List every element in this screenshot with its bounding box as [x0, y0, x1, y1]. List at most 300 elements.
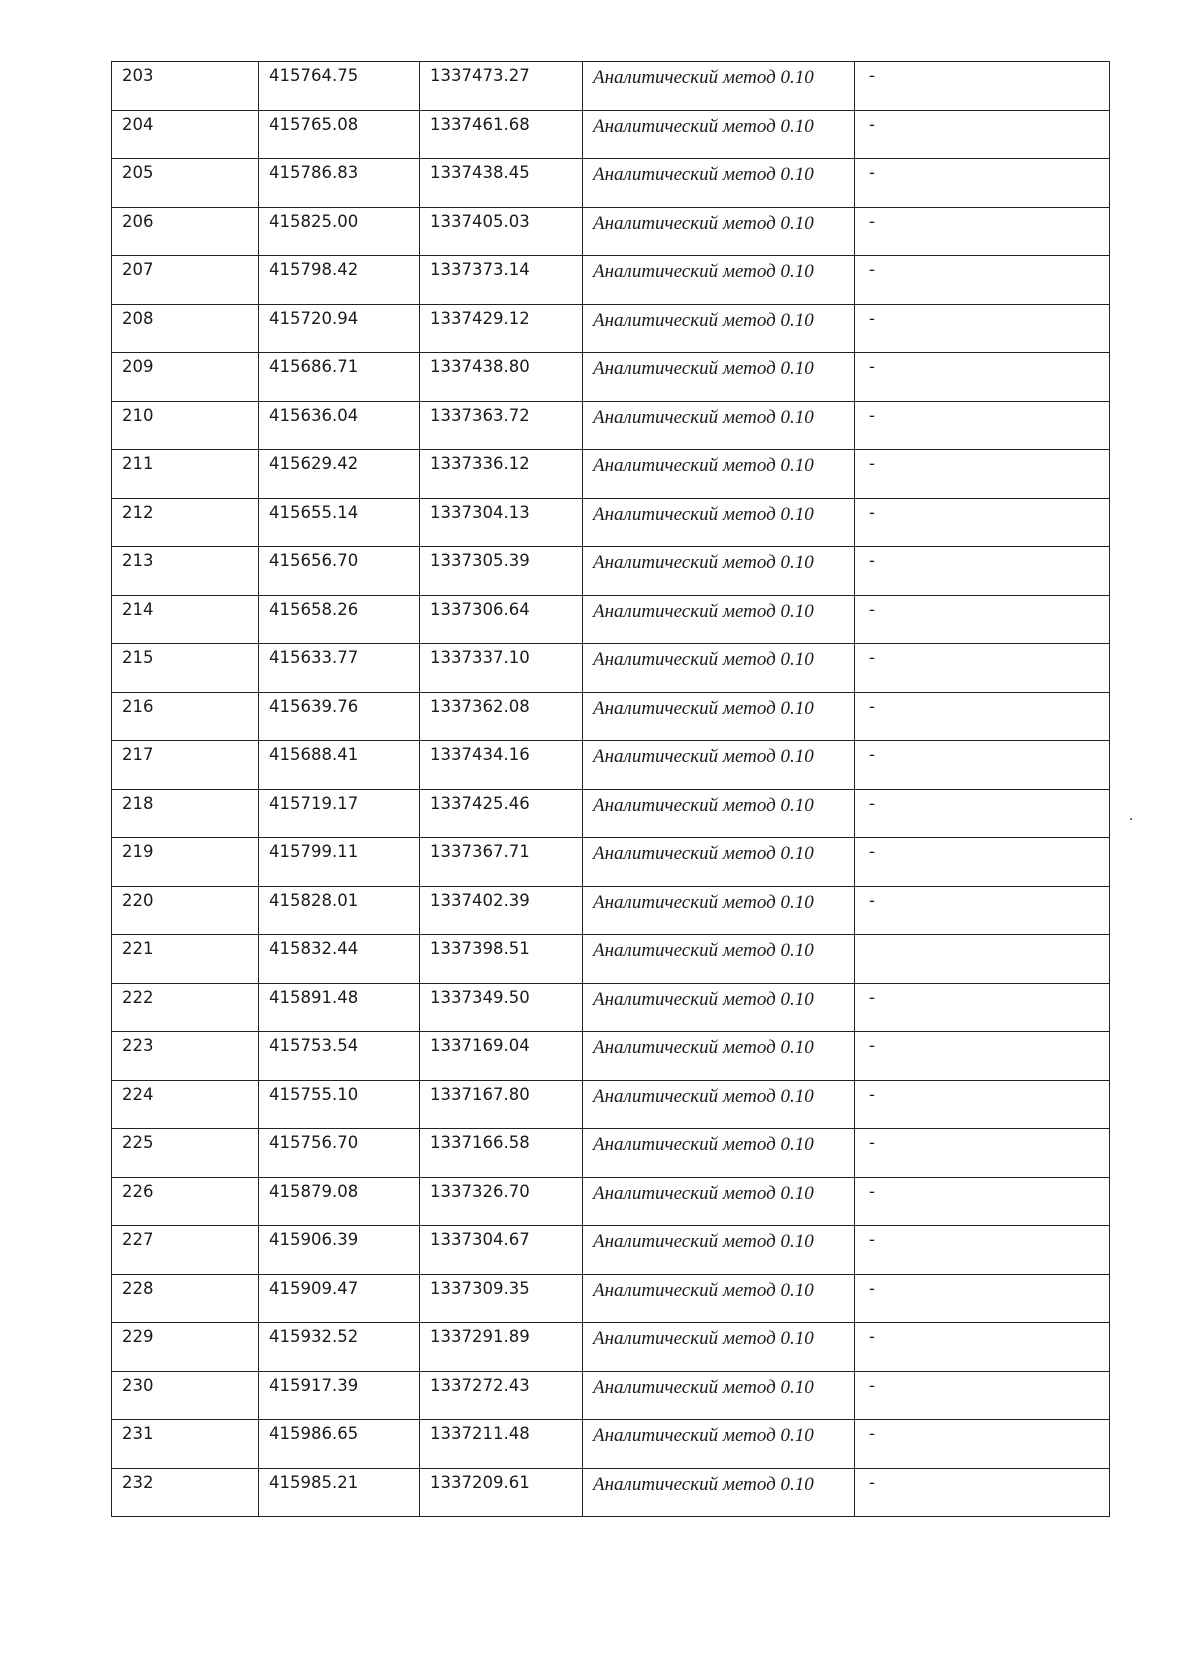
error-cell-text: -	[869, 308, 875, 328]
y-coordinate-cell-text: 1337398.51	[430, 939, 530, 958]
x-coordinate-cell	[259, 1371, 420, 1420]
x-coordinate-cell	[259, 886, 420, 935]
point-number-cell-text: 207	[122, 260, 154, 279]
x-coordinate-cell	[259, 1226, 420, 1275]
x-coordinate-cell	[259, 1468, 420, 1517]
y-coordinate-cell-text: 1337167.80	[430, 1084, 530, 1104]
method-cell	[583, 401, 855, 450]
y-coordinate-cell-text: 1337209.61	[430, 1472, 530, 1492]
method-cell	[583, 110, 855, 159]
point-number-cell	[112, 1226, 259, 1275]
point-number-cell-text: 227	[122, 1230, 154, 1249]
method-cell	[583, 1032, 855, 1081]
method-cell	[583, 935, 855, 984]
x-coordinate-cell	[259, 1129, 420, 1178]
coordinates-table	[111, 61, 1110, 1517]
point-number-cell-text: 214	[122, 599, 154, 619]
error-cell-text: -	[869, 987, 875, 1007]
table-row	[112, 353, 1110, 402]
method-cell-text: Аналитический метод 0.10	[593, 261, 814, 282]
method-cell-text: Аналитический метод 0.10	[593, 600, 814, 622]
point-number-cell-text: 204	[122, 114, 154, 134]
method-cell	[583, 886, 855, 935]
point-number-cell-text: 209	[122, 357, 154, 376]
table-row	[112, 62, 1110, 111]
table-row	[112, 401, 1110, 450]
table-row	[112, 1080, 1110, 1129]
point-number-cell	[112, 256, 259, 305]
point-number-cell-text: 208	[122, 308, 154, 328]
table-row	[112, 935, 1110, 984]
x-coordinate-cell	[259, 692, 420, 741]
error-cell	[855, 1274, 1110, 1323]
point-number-cell	[112, 789, 259, 838]
point-number-cell	[112, 935, 259, 984]
method-cell-text: Аналитический метод 0.10	[593, 988, 814, 1010]
error-cell	[855, 789, 1110, 838]
error-cell	[855, 1420, 1110, 1469]
error-cell-text: -	[869, 1424, 875, 1443]
method-cell	[583, 1371, 855, 1420]
point-number-cell	[112, 741, 259, 790]
x-coordinate-cell	[259, 1420, 420, 1469]
point-number-cell	[112, 304, 259, 353]
y-coordinate-cell-text: 1337425.46	[430, 793, 530, 813]
y-coordinate-cell-text: 1337405.03	[430, 211, 530, 231]
x-coordinate-cell	[259, 304, 420, 353]
x-coordinate-cell-text: 415985.21	[269, 1472, 359, 1492]
point-number-cell	[112, 207, 259, 256]
x-coordinate-cell	[259, 207, 420, 256]
x-coordinate-cell-text: 415756.70	[269, 1133, 359, 1152]
error-cell-text: -	[869, 648, 875, 667]
x-coordinate-cell	[259, 1177, 420, 1226]
method-cell-text: Аналитический метод 0.10	[593, 940, 814, 961]
x-coordinate-cell	[259, 983, 420, 1032]
method-cell	[583, 1177, 855, 1226]
error-cell-text	[865, 935, 1109, 941]
method-cell-text: Аналитический метод 0.10	[593, 697, 814, 719]
x-coordinate-cell	[259, 644, 420, 693]
x-coordinate-cell-text: 415636.04	[269, 405, 359, 425]
x-coordinate-cell	[259, 1274, 420, 1323]
error-cell	[855, 692, 1110, 741]
error-cell	[855, 741, 1110, 790]
x-coordinate-cell-text: 415688.41	[269, 745, 359, 764]
point-number-cell	[112, 1371, 259, 1420]
point-number-cell-text: 215	[122, 648, 154, 667]
error-cell-text: -	[869, 357, 875, 376]
point-number-cell-text: 232	[122, 1472, 154, 1492]
table-row	[112, 1323, 1110, 1372]
point-number-cell-text: 228	[122, 1278, 154, 1298]
point-number-cell-text: 229	[122, 1327, 154, 1346]
y-coordinate-cell	[420, 1420, 583, 1469]
table-row	[112, 692, 1110, 741]
method-cell	[583, 1274, 855, 1323]
y-coordinate-cell-text: 1337349.50	[430, 987, 530, 1007]
method-cell	[583, 498, 855, 547]
table-row	[112, 838, 1110, 887]
table-row	[112, 1468, 1110, 1517]
x-coordinate-cell	[259, 159, 420, 208]
y-coordinate-cell-text: 1337166.58	[430, 1133, 530, 1152]
table-row	[112, 159, 1110, 208]
point-number-cell	[112, 450, 259, 499]
x-coordinate-cell-text: 415753.54	[269, 1036, 359, 1055]
x-coordinate-cell-text: 415658.26	[269, 599, 359, 619]
y-coordinate-cell-text: 1337429.12	[430, 308, 530, 328]
y-coordinate-cell	[420, 886, 583, 935]
y-coordinate-cell-text: 1337291.89	[430, 1327, 530, 1346]
x-coordinate-cell	[259, 401, 420, 450]
point-number-cell-text: 221	[122, 939, 154, 958]
y-coordinate-cell	[420, 450, 583, 499]
x-coordinate-cell	[259, 1032, 420, 1081]
y-coordinate-cell	[420, 498, 583, 547]
point-number-cell-text: 203	[122, 66, 154, 85]
x-coordinate-cell	[259, 353, 420, 402]
table-row	[112, 1371, 1110, 1420]
x-coordinate-cell	[259, 741, 420, 790]
x-coordinate-cell-text: 415755.10	[269, 1084, 359, 1104]
point-number-cell-text: 211	[122, 454, 154, 473]
error-cell-text: -	[869, 745, 875, 764]
error-cell	[855, 62, 1110, 111]
x-coordinate-cell-text: 415917.39	[269, 1375, 359, 1395]
y-coordinate-cell	[420, 595, 583, 644]
x-coordinate-cell	[259, 547, 420, 596]
method-cell-text: Аналитический метод 0.10	[593, 1182, 814, 1204]
y-coordinate-cell-text: 1337326.70	[430, 1181, 530, 1201]
y-coordinate-cell	[420, 1371, 583, 1420]
error-cell-text: -	[869, 405, 875, 425]
y-coordinate-cell	[420, 1032, 583, 1081]
y-coordinate-cell-text: 1337473.27	[430, 66, 530, 85]
x-coordinate-cell-text: 415629.42	[269, 454, 359, 473]
error-cell	[855, 1323, 1110, 1372]
point-number-cell-text: 212	[122, 502, 154, 522]
point-number-cell	[112, 401, 259, 450]
x-coordinate-cell-text: 415828.01	[269, 890, 359, 910]
y-coordinate-cell-text: 1337211.48	[430, 1424, 530, 1443]
method-cell	[583, 62, 855, 111]
point-number-cell	[112, 1468, 259, 1517]
error-cell	[855, 1129, 1110, 1178]
error-cell-text: -	[869, 260, 875, 279]
error-cell	[855, 983, 1110, 1032]
point-number-cell-text: 226	[122, 1181, 154, 1201]
method-cell	[583, 789, 855, 838]
error-cell	[855, 207, 1110, 256]
method-cell-text: Аналитический метод 0.10	[593, 1425, 814, 1446]
y-coordinate-cell	[420, 1274, 583, 1323]
error-cell-text: -	[869, 1375, 875, 1395]
method-cell-text: Аналитический метод 0.10	[593, 164, 814, 185]
point-number-cell	[112, 983, 259, 1032]
method-cell-text: Аналитический метод 0.10	[593, 406, 814, 428]
method-cell	[583, 1323, 855, 1372]
error-cell-text: -	[869, 114, 875, 134]
y-coordinate-cell	[420, 207, 583, 256]
method-cell-text: Аналитический метод 0.10	[593, 1134, 814, 1155]
error-cell	[855, 886, 1110, 935]
point-number-cell	[112, 353, 259, 402]
error-cell-text: -	[869, 1327, 875, 1346]
table-row	[112, 1032, 1110, 1081]
y-coordinate-cell-text: 1337402.39	[430, 890, 530, 910]
method-cell-text: Аналитический метод 0.10	[593, 1279, 814, 1301]
point-number-cell	[112, 1323, 259, 1372]
y-coordinate-cell-text: 1337336.12	[430, 454, 530, 473]
y-coordinate-cell	[420, 644, 583, 693]
method-cell-text: Аналитический метод 0.10	[593, 212, 814, 234]
table-row	[112, 1226, 1110, 1275]
x-coordinate-cell-text: 415764.75	[269, 66, 359, 85]
error-cell-text: -	[869, 551, 875, 570]
y-coordinate-cell-text: 1337306.64	[430, 599, 530, 619]
y-coordinate-cell	[420, 838, 583, 887]
point-number-cell	[112, 159, 259, 208]
method-cell	[583, 207, 855, 256]
table-row	[112, 983, 1110, 1032]
y-coordinate-cell	[420, 110, 583, 159]
method-cell-text: Аналитический метод 0.10	[593, 115, 814, 137]
y-coordinate-cell-text: 1337337.10	[430, 648, 530, 667]
x-coordinate-cell	[259, 498, 420, 547]
table-row	[112, 256, 1110, 305]
point-number-cell	[112, 595, 259, 644]
method-cell	[583, 595, 855, 644]
method-cell-text: Аналитический метод 0.10	[593, 67, 814, 88]
table-row	[112, 110, 1110, 159]
point-number-cell-text: 205	[122, 163, 154, 182]
x-coordinate-cell-text: 415633.77	[269, 648, 359, 667]
point-number-cell-text: 230	[122, 1375, 154, 1395]
error-cell-text: -	[869, 1133, 875, 1152]
error-cell	[855, 304, 1110, 353]
y-coordinate-cell-text: 1337362.08	[430, 696, 530, 716]
y-coordinate-cell	[420, 1177, 583, 1226]
method-cell	[583, 692, 855, 741]
y-coordinate-cell	[420, 692, 583, 741]
table-body	[112, 62, 1110, 1517]
method-cell	[583, 644, 855, 693]
error-cell-text: -	[869, 163, 875, 182]
x-coordinate-cell	[259, 1080, 420, 1129]
point-number-cell	[112, 498, 259, 547]
error-cell	[855, 1468, 1110, 1517]
error-cell	[855, 1080, 1110, 1129]
error-cell-text: -	[869, 1230, 875, 1249]
method-cell	[583, 547, 855, 596]
point-number-cell-text: 231	[122, 1424, 154, 1443]
point-number-cell	[112, 1032, 259, 1081]
error-cell-text: -	[869, 1181, 875, 1201]
method-cell	[583, 1129, 855, 1178]
error-cell-text: -	[869, 66, 875, 85]
y-coordinate-cell-text: 1337272.43	[430, 1375, 530, 1395]
method-cell	[583, 304, 855, 353]
method-cell	[583, 1080, 855, 1129]
y-coordinate-cell-text: 1337169.04	[430, 1036, 530, 1055]
point-number-cell-text: 206	[122, 211, 154, 231]
y-coordinate-cell-text: 1337434.16	[430, 745, 530, 764]
point-number-cell	[112, 1420, 259, 1469]
y-coordinate-cell-text: 1337309.35	[430, 1278, 530, 1298]
error-cell-text: -	[869, 842, 875, 861]
x-coordinate-cell-text: 415891.48	[269, 987, 359, 1007]
error-cell	[855, 935, 1110, 984]
method-cell-text: Аналитический метод 0.10	[593, 455, 814, 476]
method-cell	[583, 1226, 855, 1275]
x-coordinate-cell-text: 415656.70	[269, 551, 359, 570]
error-cell	[855, 159, 1110, 208]
point-number-cell	[112, 1129, 259, 1178]
method-cell	[583, 838, 855, 887]
table-row	[112, 304, 1110, 353]
table-row	[112, 1177, 1110, 1226]
point-number-cell-text: 225	[122, 1133, 154, 1152]
error-cell	[855, 644, 1110, 693]
y-coordinate-cell	[420, 547, 583, 596]
point-number-cell	[112, 547, 259, 596]
method-cell	[583, 256, 855, 305]
error-cell	[855, 401, 1110, 450]
x-coordinate-cell-text: 415879.08	[269, 1181, 359, 1201]
method-cell	[583, 159, 855, 208]
method-cell-text: Аналитический метод 0.10	[593, 1328, 814, 1349]
error-cell-text: -	[869, 1084, 875, 1104]
error-cell-text: -	[869, 696, 875, 716]
point-number-cell	[112, 110, 259, 159]
point-number-cell	[112, 644, 259, 693]
point-number-cell	[112, 838, 259, 887]
table-row	[112, 1420, 1110, 1469]
scan-speck	[1130, 818, 1132, 820]
y-coordinate-cell	[420, 935, 583, 984]
y-coordinate-cell-text: 1337367.71	[430, 842, 530, 861]
method-cell-text: Аналитический метод 0.10	[593, 1085, 814, 1107]
table-row	[112, 207, 1110, 256]
error-cell	[855, 1226, 1110, 1275]
point-number-cell-text: 224	[122, 1084, 154, 1104]
y-coordinate-cell	[420, 1226, 583, 1275]
point-number-cell-text: 216	[122, 696, 154, 716]
x-coordinate-cell-text: 415825.00	[269, 211, 359, 231]
y-coordinate-cell-text: 1337438.45	[430, 163, 530, 182]
x-coordinate-cell-text: 415986.65	[269, 1424, 359, 1443]
error-cell-text: -	[869, 454, 875, 473]
y-coordinate-cell	[420, 159, 583, 208]
error-cell	[855, 110, 1110, 159]
method-cell-text: Аналитический метод 0.10	[593, 649, 814, 670]
x-coordinate-cell-text: 415655.14	[269, 502, 359, 522]
error-cell	[855, 1032, 1110, 1081]
error-cell	[855, 353, 1110, 402]
y-coordinate-cell-text: 1337461.68	[430, 114, 530, 134]
table-row	[112, 595, 1110, 644]
error-cell-text: -	[869, 890, 875, 910]
y-coordinate-cell-text: 1337373.14	[430, 260, 530, 279]
method-cell-text: Аналитический метод 0.10	[593, 309, 814, 331]
y-coordinate-cell	[420, 401, 583, 450]
point-number-cell-text: 222	[122, 987, 154, 1007]
table-row	[112, 1129, 1110, 1178]
x-coordinate-cell-text: 415909.47	[269, 1278, 359, 1298]
error-cell	[855, 547, 1110, 596]
point-number-cell-text: 213	[122, 551, 154, 570]
y-coordinate-cell	[420, 1468, 583, 1517]
method-cell-text: Аналитический метод 0.10	[593, 1231, 814, 1252]
y-coordinate-cell-text: 1337438.80	[430, 357, 530, 376]
method-cell-text: Аналитический метод 0.10	[593, 552, 814, 573]
point-number-cell	[112, 1080, 259, 1129]
x-coordinate-cell	[259, 935, 420, 984]
x-coordinate-cell	[259, 1323, 420, 1372]
error-cell	[855, 838, 1110, 887]
error-cell-text: -	[869, 1472, 875, 1492]
error-cell-text: -	[869, 502, 875, 522]
x-coordinate-cell-text: 415686.71	[269, 357, 359, 376]
x-coordinate-cell	[259, 595, 420, 644]
method-cell	[583, 450, 855, 499]
y-coordinate-cell	[420, 62, 583, 111]
error-cell-text: -	[869, 211, 875, 231]
y-coordinate-cell-text: 1337304.67	[430, 1230, 530, 1249]
x-coordinate-cell	[259, 62, 420, 111]
y-coordinate-cell	[420, 353, 583, 402]
y-coordinate-cell	[420, 256, 583, 305]
x-coordinate-cell-text: 415720.94	[269, 308, 359, 328]
table-row	[112, 547, 1110, 596]
x-coordinate-cell-text: 415719.17	[269, 793, 359, 813]
y-coordinate-cell	[420, 1323, 583, 1372]
y-coordinate-cell	[420, 1129, 583, 1178]
point-number-cell	[112, 1177, 259, 1226]
point-number-cell	[112, 886, 259, 935]
y-coordinate-cell	[420, 304, 583, 353]
y-coordinate-cell	[420, 983, 583, 1032]
y-coordinate-cell-text: 1337363.72	[430, 405, 530, 425]
x-coordinate-cell	[259, 838, 420, 887]
method-cell	[583, 983, 855, 1032]
method-cell	[583, 353, 855, 402]
point-number-cell-text: 210	[122, 405, 154, 425]
method-cell	[583, 1420, 855, 1469]
point-number-cell-text: 220	[122, 890, 154, 910]
table-row	[112, 741, 1110, 790]
y-coordinate-cell	[420, 1080, 583, 1129]
point-number-cell-text: 223	[122, 1036, 154, 1055]
error-cell-text: -	[869, 793, 875, 813]
error-cell-text: -	[869, 1278, 875, 1298]
x-coordinate-cell	[259, 256, 420, 305]
error-cell	[855, 1371, 1110, 1420]
x-coordinate-cell-text: 415799.11	[269, 842, 359, 861]
x-coordinate-cell-text: 415786.83	[269, 163, 359, 182]
table-row	[112, 1274, 1110, 1323]
x-coordinate-cell	[259, 110, 420, 159]
point-number-cell-text: 217	[122, 745, 154, 764]
error-cell	[855, 1177, 1110, 1226]
method-cell-text: Аналитический метод 0.10	[593, 1473, 814, 1495]
point-number-cell	[112, 692, 259, 741]
x-coordinate-cell	[259, 789, 420, 838]
method-cell-text: Аналитический метод 0.10	[593, 891, 814, 913]
x-coordinate-cell-text: 415765.08	[269, 114, 359, 134]
method-cell	[583, 741, 855, 790]
